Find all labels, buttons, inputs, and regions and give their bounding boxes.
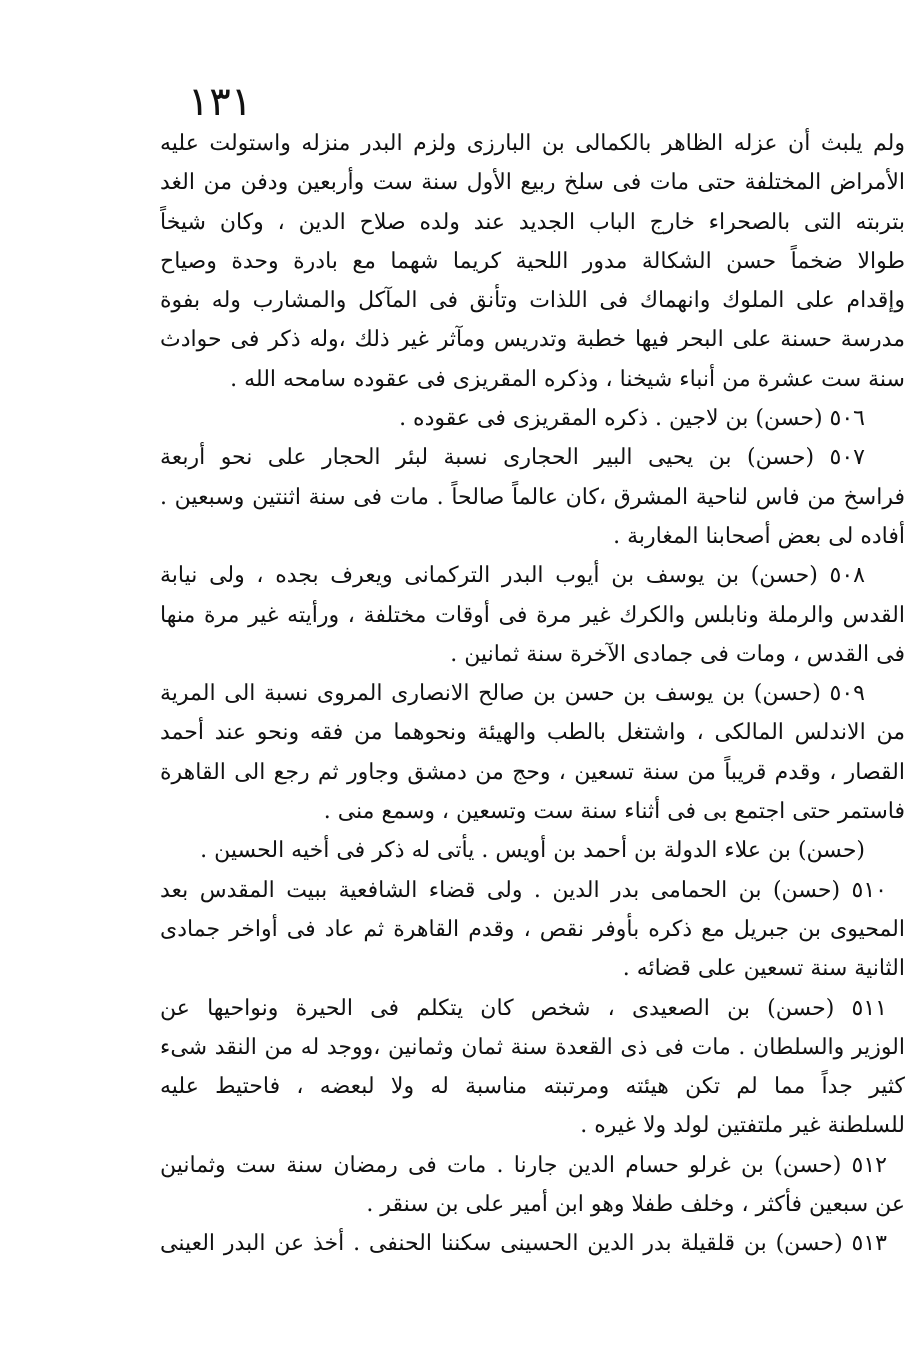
text-line: الأمراض المختلفة حتى مات فى سلخ ربيع الأول سنة ست وأربعين ودفن من الغد	[160, 170, 905, 196]
text-line: فراسخ من فاس لناحية المشرق ،كان عالماً صالحاً . مات فى سنة اثنتين وسبعين .	[160, 484, 905, 510]
text-line: من الاندلس المالكى ، واشتغل بالطب والهيئة ونحوهما من فقه ونحو عند أحمد	[160, 720, 905, 746]
text-line: ولم يلبث أن عزله الظاهر بالكمالى بن البارزى ولزم البدر منزله واستولت عليه	[160, 131, 905, 156]
text-line: الثانية سنة تسعين على قضائه .	[622, 956, 905, 982]
text-line: طوالا ضخماً حسن الشكالة مدور اللحية كريما شهما مع بادرة وحدة وصياح	[160, 248, 905, 274]
text-line: الوزير والسلطان . مات فى ذى القعدة سنة ثمان وثمانين ،ووجد له من النقد شىء	[160, 1034, 905, 1060]
text-line: مدرسة حسنة على البحر فيها خطبة وتدريس ومآثر غير ذلك ،وله ذكر فى حوادث	[160, 327, 905, 353]
text-line: فى القدس ، ومات فى جمادى الآخرة سنة ثمانين .	[450, 641, 905, 667]
text-line: سنة ست عشرة من أنباء شيخنا ، وذكره المقريزى فى عقوده سامحه الله .	[230, 366, 905, 392]
text-line: القصار ، وقدم قريباً من سنة تسعين ، وحج من دمشق وجاور ثم رجع الى القاهرة	[160, 759, 905, 785]
text-line: بتربته التى بالصحراء خارج الباب الجديد عند ولده صلاح الدين ، وكان شيخاً	[160, 209, 905, 235]
text-line: كثير جداً مما لم تكن هيئته ومرتبته مناسبة له ولا لبعضه ، فاحتيط عليه	[160, 1074, 905, 1100]
entry-heading-507: ٥٠٧ (حسن) بن يحيى البير الحجارى نسبة لبئر الحجار على نحو أربعة	[160, 445, 865, 471]
entry-heading-512: ٥١٢ (حسن) بن غرلو حسام الدين جارنا . مات فى رمضان سنة ست وثمانين	[160, 1152, 887, 1178]
entry-heading-508: ٥٠٨ (حسن) بن يوسف بن أيوب البدر التركمانى ويعرف بجده ، ولى نيابة	[160, 563, 865, 589]
entry-heading-511: ٥١١ (حسن) بن الصعيدى ، شخص كان يتكلم فى الحيرة ونواحيها عن	[160, 995, 887, 1021]
page-number: ١٣١	[187, 79, 253, 125]
text-line: عن سبعين فأكثر ، وخلف طفلا وهو ابن أمير على بن سنقر .	[366, 1192, 905, 1218]
body-text	[160, 124, 905, 1264]
entry-heading-513: ٥١٣ (حسن) بن قلقيلة بدر الدين الحسينى سكننا الحنفى . أخذ عن البدر العينى	[160, 1231, 887, 1257]
text-line: أفاده لى بعض أصحابنا المغاربة .	[613, 523, 905, 549]
entry-heading-506: ٥٠٦ (حسن) بن لاجين . ذكره المقريزى فى عقوده .	[399, 406, 865, 432]
text-line: فاستمر حتى اجتمع بى فى أثناء سنة ست وتسعين ، وسمع منى .	[323, 799, 905, 825]
entry-heading-510: ٥١٠ (حسن) بن الحمامى بدر الدين . ولى قضاء الشافعية ببيت المقدس بعد	[160, 877, 887, 903]
text-line: للسلطنة غير ملتفتين لولد ولا غيره .	[580, 1113, 905, 1139]
entry-heading-unnumbered: (حسن) بن علاء الدولة بن أحمد بن أويس . يأتى له ذكر فى أخيه الحسين .	[200, 838, 865, 864]
text-line: المحيوى بن جبريل مع ذكره بأوفر نقص ، وقدم القاهرة ثم عاد فى أواخر جمادى	[160, 916, 905, 942]
text-line: وإقدام على الملوك وانهماك فى اللذات وتأنق فى المآكل والمشارب وله بفوة	[160, 288, 905, 314]
text-line: القدس والرملة ونابلس والكرك غير مرة فى أوقات مختلفة ، ورأيته غير مرة منها	[160, 602, 905, 628]
entry-heading-509: ٥٠٩ (حسن) بن يوسف بن حسن بن صالح الانصارى المروى نسبة الى المرية	[160, 681, 865, 707]
